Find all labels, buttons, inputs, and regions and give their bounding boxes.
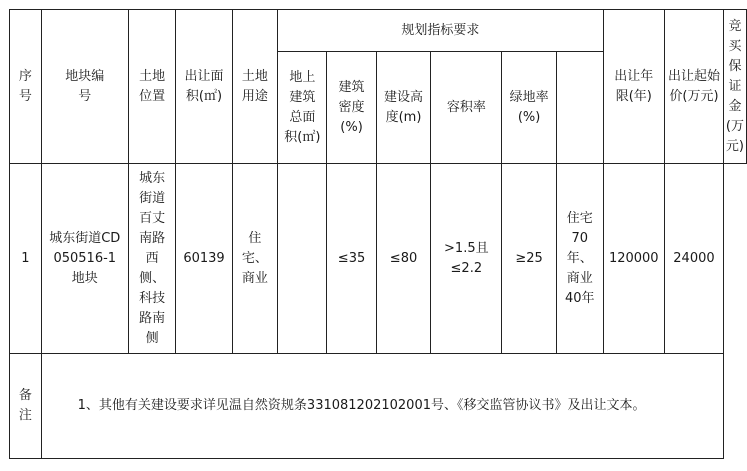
- notes-text: 1、其他有关建设要求详见温自然资规条331081202102001号、《移交监管协议书》及出让文本。: [41, 354, 723, 459]
- header-plot-no: 地块编号: [41, 10, 128, 164]
- cell-green-ratio: ≥25: [502, 164, 557, 354]
- cell-building-height: ≤80: [376, 164, 431, 354]
- cell-start-price: 120000: [603, 164, 664, 354]
- header-green-ratio: 绿地率(%): [502, 52, 557, 164]
- notes-label: 备注: [10, 354, 42, 459]
- header-area: 出让面积(㎡): [176, 10, 232, 164]
- cell-far: >1.5且≤2.2: [431, 164, 502, 354]
- header-building-density: 建筑密度(%): [327, 52, 376, 164]
- land-transfer-table: [9, 9, 747, 459]
- header-above-ground-area: 地上建筑总面积(㎡): [278, 52, 327, 164]
- cell-seq: 1: [10, 164, 42, 354]
- cell-building-density: ≤35: [327, 164, 376, 354]
- cell-area: 60139: [176, 164, 232, 354]
- header-start-price: 出让起始价(万元): [665, 10, 724, 164]
- header-deposit: 竞买保证金(万元): [723, 10, 746, 164]
- table-row: [10, 164, 747, 354]
- header-building-height: 建设高度(m): [376, 52, 431, 164]
- cell-deposit: 24000: [665, 164, 724, 354]
- header-planning-group: 规划指标要求: [278, 10, 603, 52]
- cell-above-ground-area: [278, 164, 327, 354]
- header-location: 土地位置: [128, 10, 175, 164]
- header-term: 出让年限(年): [603, 10, 664, 164]
- header-far: 容积率: [431, 52, 502, 164]
- notes-row: [10, 354, 747, 459]
- header-use: 土地用途: [232, 10, 278, 164]
- cell-term: 住宅70年、商业40年: [557, 164, 604, 354]
- cell-use: 住宅、商业: [232, 164, 278, 354]
- cell-location: 城东街道百丈南路西侧、科技路南侧: [128, 164, 175, 354]
- cell-plot-no: 城东街道CD050516-1地块: [41, 164, 128, 354]
- header-seq: 序号: [10, 10, 42, 164]
